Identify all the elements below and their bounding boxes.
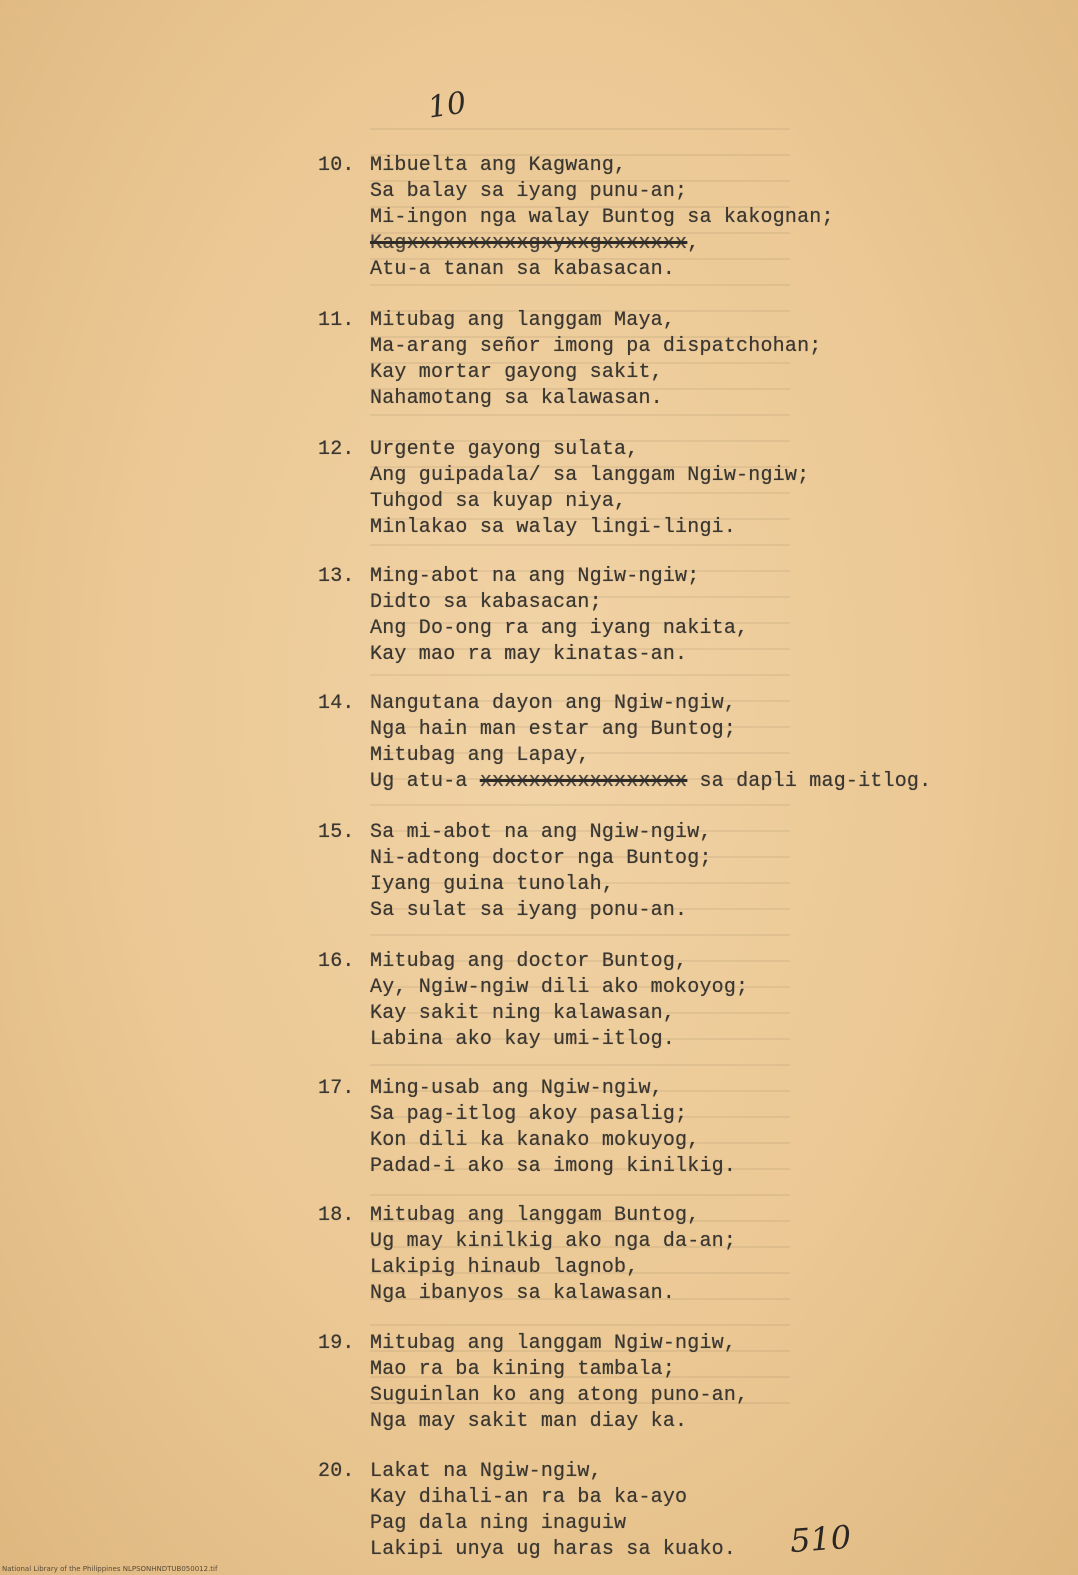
stanza [318, 1459, 736, 1563]
verse-line [318, 949, 748, 975]
verse-line [318, 872, 712, 898]
stanza-number: 16. [318, 950, 355, 973]
verse-text: Nga hain man estar ang Buntog; [370, 718, 737, 741]
verse-text: Ay, Ngiw-ngiw dili ako mokoyog; [370, 976, 749, 999]
verse-line [318, 437, 809, 463]
verse-text: Ming-abot na ang Ngiw-ngiw; [370, 565, 700, 588]
verse-text: Mibuelta ang Kagwang, [370, 154, 627, 177]
verse-text: Sa sulat sa iyang ponu-an. [370, 899, 688, 922]
verse-line [318, 769, 931, 795]
footer-credit: National Library of the Philippines NLPSONHNDTUB050012.tif [2, 1565, 218, 1573]
verse-line [318, 1459, 736, 1485]
stanza [318, 153, 834, 283]
verse-line [318, 1001, 748, 1027]
verse-line [318, 1128, 736, 1154]
verse-line [318, 642, 748, 668]
verse-line [318, 717, 931, 743]
verse-text: Sa pag-itlog akoy pasalig; [370, 1103, 688, 1126]
verse-text: , [687, 232, 700, 255]
verse-text: Urgente gayong sulata, [370, 438, 639, 461]
verse-text: Mitubag ang langgam Ngiw-ngiw, [370, 1332, 737, 1355]
verse-text: Ni-adtong doctor nga Buntog; [370, 847, 712, 870]
struck-text: Kagxxxxxxxxxxgxyxxgxxxxxxx [370, 232, 688, 255]
verse-text: Lakat na Ngiw-ngiw, [370, 1460, 602, 1483]
verse-text: Mitubag ang Lapay, [370, 744, 590, 767]
verse-text: Mitubag ang langgam Buntog, [370, 1204, 700, 1227]
verse-line [318, 846, 712, 872]
verse-text: Suguinlan ko ang atong puno-an, [370, 1384, 749, 1407]
verse-text: Pag dala ning inaguiw [370, 1512, 627, 1535]
stanza-number: 14. [318, 692, 355, 715]
stanza [318, 1076, 736, 1180]
stanza [318, 691, 931, 795]
stanza [318, 1331, 748, 1435]
verse-line [318, 616, 748, 642]
verse-text: Ang guipadala/ sa langgam Ngiw-ngiw; [370, 464, 810, 487]
verse-text: Lakipi unya ug haras sa kuako. [370, 1538, 737, 1561]
verse-text: Sa mi-abot na ang Ngiw-ngiw, [370, 821, 712, 844]
verse-text: Mitubag ang doctor Buntog, [370, 950, 688, 973]
verse-text: Iyang guina tunolah, [370, 873, 615, 896]
verse-line [318, 205, 834, 231]
verse-text: Didto sa kabasacan; [370, 591, 602, 614]
stanza-number: 20. [318, 1460, 355, 1483]
verse-text: Mitubag ang langgam Maya, [370, 309, 676, 332]
verse-line [318, 1357, 748, 1383]
verse-text: Sa balay sa iyang punu-an; [370, 180, 688, 203]
verse-text: Kay sakit ning kalawasan, [370, 1002, 676, 1025]
verse-line [318, 590, 748, 616]
verse-line [318, 386, 821, 412]
handwritten-page-number: 10 [425, 85, 469, 126]
verse-text: Atu-a tanan sa kabasacan. [370, 258, 676, 281]
verse-text: Nangutana dayon ang Ngiw-ngiw, [370, 692, 737, 715]
verse-line [318, 820, 712, 846]
stanza-number: 15. [318, 821, 355, 844]
verse-line [318, 1229, 736, 1255]
stanza [318, 308, 821, 412]
verse-text: Ma-arang señor imong pa dispatchohan; [370, 335, 822, 358]
verse-line [318, 564, 748, 590]
verse-text: Lakipig hinaub lagnob, [370, 1256, 639, 1279]
verse-line [318, 489, 809, 515]
verse-line [318, 308, 821, 334]
verse-line [318, 1281, 736, 1307]
folio-number: 510 [788, 1517, 853, 1561]
stanza-number: 10. [318, 154, 355, 177]
verse-line [318, 1027, 748, 1053]
verse-text: Ug may kinilkig ako nga da-an; [370, 1230, 737, 1253]
verse-text: Minlakao sa walay lingi-lingi. [370, 516, 737, 539]
verse-text: Labina ako kay umi-itlog. [370, 1028, 676, 1051]
verse-text: Nga may sakit man diay ka. [370, 1410, 688, 1433]
verse-line [318, 691, 931, 717]
verse-text: Kon dili ka kanako mokuyog, [370, 1129, 700, 1152]
verse-line [318, 1331, 748, 1357]
verse-line [318, 1076, 736, 1102]
verse-text: Mao ra ba kining tambala; [370, 1358, 676, 1381]
verse-line [318, 1409, 748, 1435]
verse-line [318, 1255, 736, 1281]
verse-text: Ming-usab ang Ngiw-ngiw, [370, 1077, 663, 1100]
verse-line [318, 179, 834, 205]
verse-line [318, 257, 834, 283]
verse-line [318, 515, 809, 541]
verse-text: Ang Do-ong ra ang iyang nakita, [370, 617, 749, 640]
verse-line [318, 231, 834, 257]
verse-text: sa dapli mag-itlog. [687, 770, 932, 793]
stanza [318, 820, 712, 924]
verse-line [318, 463, 809, 489]
verse-text: Kay mao ra may kinatas-an. [370, 643, 688, 666]
verse-line [318, 743, 931, 769]
verse-line [318, 153, 834, 179]
verse-line [318, 334, 821, 360]
stanza [318, 1203, 736, 1307]
verse-line [318, 1102, 736, 1128]
verse-line [318, 1154, 736, 1180]
verse-line [318, 1485, 736, 1511]
verse-line [318, 1537, 736, 1563]
verse-text: Kay dihali-an ra ba ka-ayo [370, 1486, 688, 1509]
stanza-number: 11. [318, 309, 355, 332]
verse-text: Padad-i ako sa imong kinilkig. [370, 1155, 737, 1178]
verse-text: Mi-ingon nga walay Buntog sa kakognan; [370, 206, 834, 229]
stanza-number: 13. [318, 565, 355, 588]
verse-line [318, 360, 821, 386]
verse-text: Nga ibanyos sa kalawasan. [370, 1282, 676, 1305]
struck-text: xxxxxxxxxxxxxxxxx [479, 770, 688, 793]
verse-line [318, 975, 748, 1001]
verse-text: Nahamotang sa kalawasan. [370, 387, 663, 410]
verse-line [318, 1511, 736, 1537]
stanza-number: 18. [318, 1204, 355, 1227]
stanza-number: 17. [318, 1077, 355, 1100]
stanza-number: 12. [318, 438, 355, 461]
verse-line [318, 1203, 736, 1229]
stanza [318, 949, 748, 1053]
verse-text: Kay mortar gayong sakit, [370, 361, 663, 384]
verse-line [318, 1383, 748, 1409]
verse-text: Ug atu-a [370, 770, 480, 793]
stanza-number: 19. [318, 1332, 355, 1355]
verse-text: Tuhgod sa kuyap niya, [370, 490, 627, 513]
stanza [318, 437, 809, 541]
verse-line [318, 898, 712, 924]
stanza [318, 564, 748, 668]
